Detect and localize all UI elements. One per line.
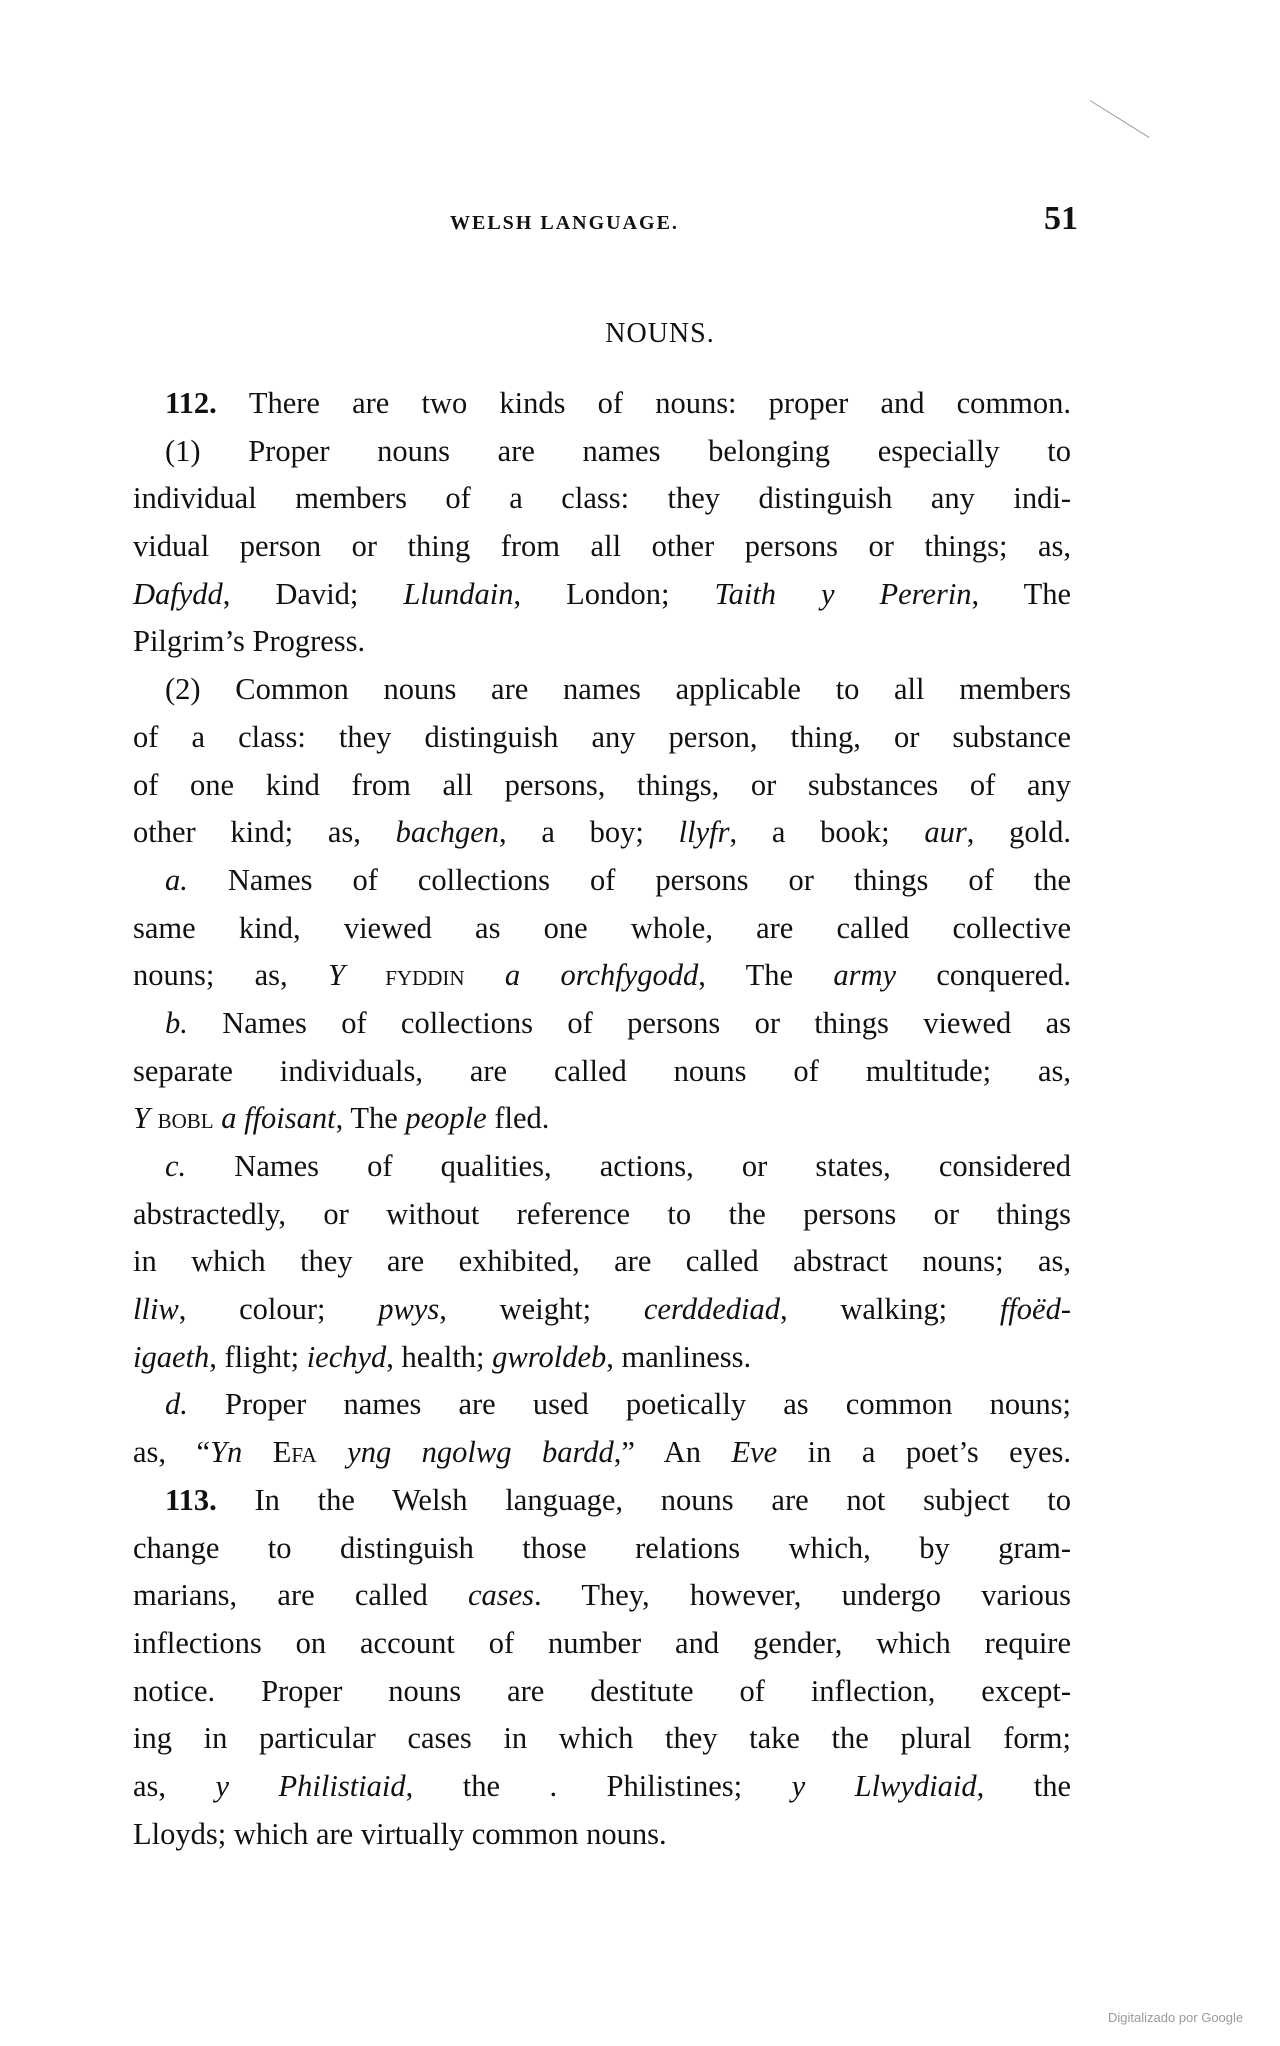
text-segment: of one kind from all persons, things, or substances of any — [133, 767, 1071, 802]
italic-text: bachgen — [395, 815, 499, 850]
text-segment: , The — [971, 576, 1071, 611]
text-segment: ing in particular cases in which they take the plural form; — [133, 1721, 1071, 1756]
body-text — [133, 380, 1071, 1858]
text-segment: Pilgrim’s Progress. — [133, 624, 366, 659]
text-segment: as, — [133, 1768, 216, 1803]
text-line — [133, 1048, 1071, 1096]
text-line — [133, 475, 1071, 523]
page-number: 51 — [1044, 200, 1078, 237]
italic-text: Y — [133, 1101, 158, 1136]
text-segment: ,” An — [613, 1435, 732, 1470]
text-segment: 112. — [165, 386, 249, 420]
text-segment: inflections on account of number and gender, which require — [133, 1625, 1071, 1660]
small-caps-text: Efa — [272, 1435, 317, 1470]
text-line — [133, 571, 1071, 619]
text-segment: , health; — [386, 1339, 493, 1374]
text-segment: in a poet’s eyes. — [777, 1435, 1072, 1470]
text-segment: , flight; — [209, 1339, 307, 1374]
text-line — [133, 1429, 1071, 1477]
text-segment: Names of collections of persons or things viewed as — [187, 1005, 1071, 1040]
text-line — [133, 952, 1071, 1000]
italic-text: ffoëd- — [999, 1292, 1071, 1327]
text-segment: , the . Philistines; — [405, 1768, 792, 1803]
text-segment: , David; — [222, 576, 404, 611]
italic-text: army — [833, 958, 897, 993]
italic-text: a orchfygodd — [464, 958, 699, 993]
italic-text: yng ngolwg bardd — [316, 1435, 614, 1470]
text-segment: vidual person or thing from all other persons or things; as, — [133, 529, 1071, 564]
text-line — [133, 1620, 1071, 1668]
italic-text: a. — [165, 862, 188, 897]
text-line — [133, 1525, 1071, 1573]
italic-text: lliw — [133, 1292, 179, 1327]
italic-text: igaeth — [133, 1339, 210, 1374]
text-segment: of a class: they distinguish any person, thing, or substance — [133, 719, 1071, 754]
text-segment: fled. — [486, 1101, 550, 1136]
italic-text: y Philistiaid — [215, 1768, 406, 1803]
text-line — [133, 1477, 1071, 1525]
text-segment: as, “ — [133, 1435, 211, 1470]
text-segment: , London; — [513, 576, 715, 611]
text-line — [133, 380, 1071, 428]
text-segment: , a book; — [729, 815, 925, 850]
italic-text: Eve — [731, 1435, 778, 1470]
text-segment: , colour; — [178, 1292, 379, 1327]
text-segment: conquered. — [896, 958, 1071, 993]
text-segment: , a boy; — [499, 815, 679, 850]
text-line — [133, 523, 1071, 571]
text-line — [133, 762, 1071, 810]
section-title: NOUNS. — [605, 318, 715, 349]
text-line — [133, 714, 1071, 762]
small-caps-text: bobl — [157, 1101, 214, 1136]
text-segment: , walking; — [779, 1292, 1000, 1327]
italic-text: c. — [165, 1149, 187, 1183]
text-line — [133, 905, 1071, 953]
italic-text: b. — [165, 1005, 188, 1040]
text-segment: , the — [976, 1768, 1071, 1803]
text-segment: marians, are called — [133, 1578, 468, 1613]
italic-text: people — [405, 1101, 487, 1136]
text-segment: same kind, viewed as one whole, are called collective — [133, 910, 1071, 945]
text-line — [133, 1668, 1071, 1716]
italic-text: y Llwydiaid — [791, 1768, 977, 1803]
text-segment: (2) Common nouns are names applicable to all members — [165, 672, 1071, 707]
text-segment: , gold. — [966, 815, 1072, 850]
text-segment: In the Welsh language, nouns are not subject to — [254, 1482, 1071, 1517]
text-segment: abstractedly, or without reference to the persons or things — [133, 1196, 1071, 1231]
text-line — [133, 1715, 1071, 1763]
running-title: WELSH LANGUAGE. — [450, 212, 679, 234]
text-segment: , manliness. — [606, 1339, 752, 1374]
text-line — [133, 666, 1071, 714]
text-line — [133, 1286, 1071, 1334]
italic-text: a ffoisant — [213, 1101, 336, 1136]
text-segment: other kind; as, — [133, 815, 396, 850]
scan-mark — [1090, 100, 1150, 138]
text-line — [133, 1763, 1071, 1811]
text-segment: in which they are exhibited, are called abstract nouns; as, — [133, 1244, 1071, 1279]
text-line — [133, 428, 1071, 476]
italic-text: Y — [327, 958, 386, 993]
italic-text: Yn — [210, 1435, 273, 1470]
text-line — [133, 1238, 1071, 1286]
italic-text: d. — [165, 1387, 188, 1422]
text-line — [133, 1381, 1071, 1429]
italic-text: aur — [924, 815, 967, 850]
text-segment: Proper names are used poetically as common nouns; — [187, 1387, 1071, 1422]
italic-text: Llundain — [403, 576, 514, 611]
text-line — [133, 1572, 1071, 1620]
italic-text: cases — [467, 1578, 535, 1613]
italic-text: iechyd — [306, 1339, 387, 1374]
text-segment: . They, however, undergo various — [534, 1578, 1071, 1613]
italic-text: llyfr — [678, 815, 730, 850]
small-caps-text: fyddin — [385, 958, 465, 993]
italic-text: pwys — [378, 1292, 440, 1327]
text-line — [133, 618, 1071, 666]
text-line — [133, 1143, 1071, 1191]
text-segment: Lloyds; which are virtually common nouns. — [133, 1816, 667, 1851]
text-segment: 113. — [165, 1482, 255, 1517]
text-line — [133, 1000, 1071, 1048]
text-segment: , The — [698, 958, 834, 993]
text-line — [133, 1095, 1071, 1143]
text-line — [133, 1334, 1071, 1382]
text-segment: Names of collections of persons or things of the — [187, 862, 1071, 897]
text-segment: nouns; as, — [133, 958, 328, 993]
text-segment: separate individuals, are called nouns of multitude; as, — [133, 1053, 1071, 1088]
text-segment: notice. Proper nouns are destitute of inflection, except- — [133, 1673, 1071, 1708]
text-segment: Names of qualities, actions, or states, considered — [186, 1149, 1071, 1183]
text-segment: (1) Proper nouns are names belonging especially to — [165, 433, 1071, 468]
italic-text: gwroldeb — [492, 1339, 607, 1374]
text-segment: individual members of a class: they distinguish any indi- — [133, 481, 1071, 516]
italic-text: cerddediad — [643, 1292, 780, 1327]
text-line — [133, 809, 1071, 857]
text-line — [133, 1811, 1071, 1859]
text-segment: change to distinguish those relations which, by gram- — [133, 1530, 1071, 1565]
italic-text: Taith y Pererin — [714, 576, 972, 611]
text-segment: , weight; — [439, 1292, 644, 1327]
text-line — [133, 857, 1071, 905]
text-segment: , The — [335, 1101, 406, 1136]
italic-text: Dafydd — [133, 576, 223, 611]
text-line — [133, 1191, 1071, 1239]
text-segment: There are two kinds of nouns: proper and common. — [248, 386, 1071, 420]
watermark: Digitalizado por Google — [1108, 2010, 1244, 2025]
